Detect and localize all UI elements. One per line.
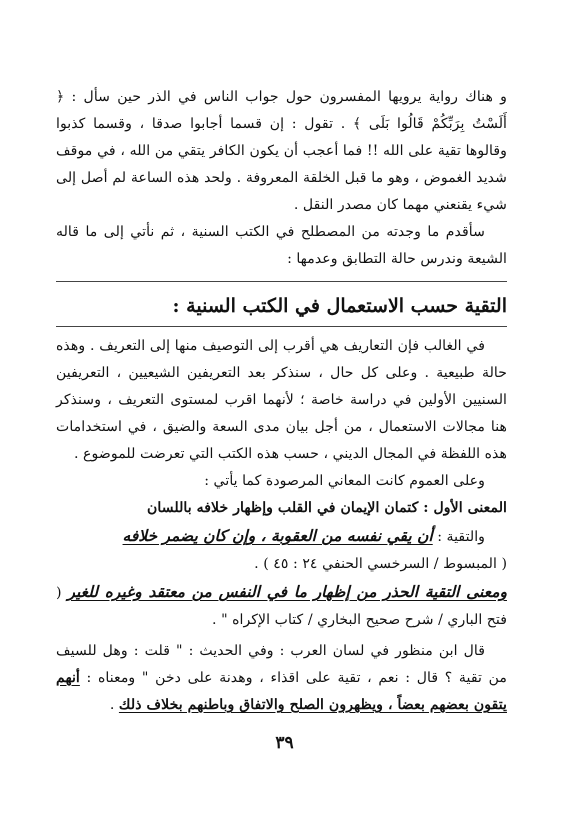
ibn-manzur-text: قال ابن منظور في لسان العرب : وفي الحديث : " قلت : وهل للسيف من تقية ؟ قال : نعم ، تقية على اقذاء ، وهدنة على دخن " ومعناه :: [56, 643, 507, 686]
paragraph-meanings-intro: وعلى العموم كانت المعاني المرصودة كما يأتي :: [204, 473, 485, 489]
ibn-manzur-bold: أنهم يتقون بعضهم بعضاً ، ويظهرون الصلح والاتفاق وباطنهم بخلاف ذلك: [56, 670, 507, 713]
divider-bottom: [56, 326, 507, 327]
source-fath-al-bari: ( فتح الباري / شرح صحيح البخاري / كتاب الإكراه " .: [56, 585, 507, 628]
divider-top: [56, 281, 507, 282]
definition-fath-al-bari: [56, 578, 507, 634]
source-mabsut: ( المبسوط / السرخسي الحنفي ٢٤ : ٤٥ ) .: [254, 556, 507, 572]
section-heading: التقية حسب الاستعمال في الكتب السنية :: [172, 295, 507, 317]
page-number: ٣٩: [275, 733, 294, 753]
paragraph-dhar-narration: و هناك رواية يرويها المفسرون حول جواب الناس في الذر حين سأل : ﴿ أَلَسْتُ بِرَبِّكُمْ قَالُوا بَلَى ﴾ . تقول : إن قسما أجابوا صدقا ، وقسما كذبوا وقالوها تقية على الله !! فما أعجب أن يكون الكافر يتقي من الله ، في موقف شديد الغموض ، وهو ما قبل الخلقة المعروفة . ولحد هذه الساعة لم أصل إلى شيء يقنعني مهما كان مصدر النقل .: [56, 89, 507, 213]
ibn-manzur-end: .: [109, 697, 119, 713]
definition-prefix: والتقية :: [432, 529, 485, 545]
paragraph-ibn-manzur: [56, 638, 507, 719]
meaning-first-label: المعنى الأول : كتمان الإيمان في القلب وإظهار خلافه باللسان: [147, 500, 507, 516]
definition-quote-fath: ومعنى التقية الحذر من إظهار ما في النفس من معتقد وغيره للغير: [67, 582, 507, 601]
definition-quote-sarakhsi: أن يقي نفسه من العقوبة ، وإن كان يضمر خلافه: [122, 526, 433, 545]
paragraph-definitions-overview: في الغالب فإن التعاريف هي أقرب إلى التوصيف منها إلى التعريف . وهذه حالة طبيعية . وعلى كل حال ، سنذكر بعد التعريفين الشيعيين ، التعريفين السنيين الأولين في دراسة خاصة ؛ لأنهما اقرب لمستوى التعريف ، وسنذكر هنا مجالات الاستعمال ، من أجل بيان مدى السعة والضيق ، في استخدامات هذه اللفظة في المجال الديني ، حسب هذه الكتب التي تعرضت للموضوع .: [56, 338, 507, 462]
paragraph-intro: سأقدم ما وجدته من المصطلح في الكتب السنية ، ثم نأتي إلى ما قاله الشيعة وندرس حالة التطابق وعدمها :: [56, 224, 507, 267]
definition-sarakhsi: [56, 522, 507, 551]
